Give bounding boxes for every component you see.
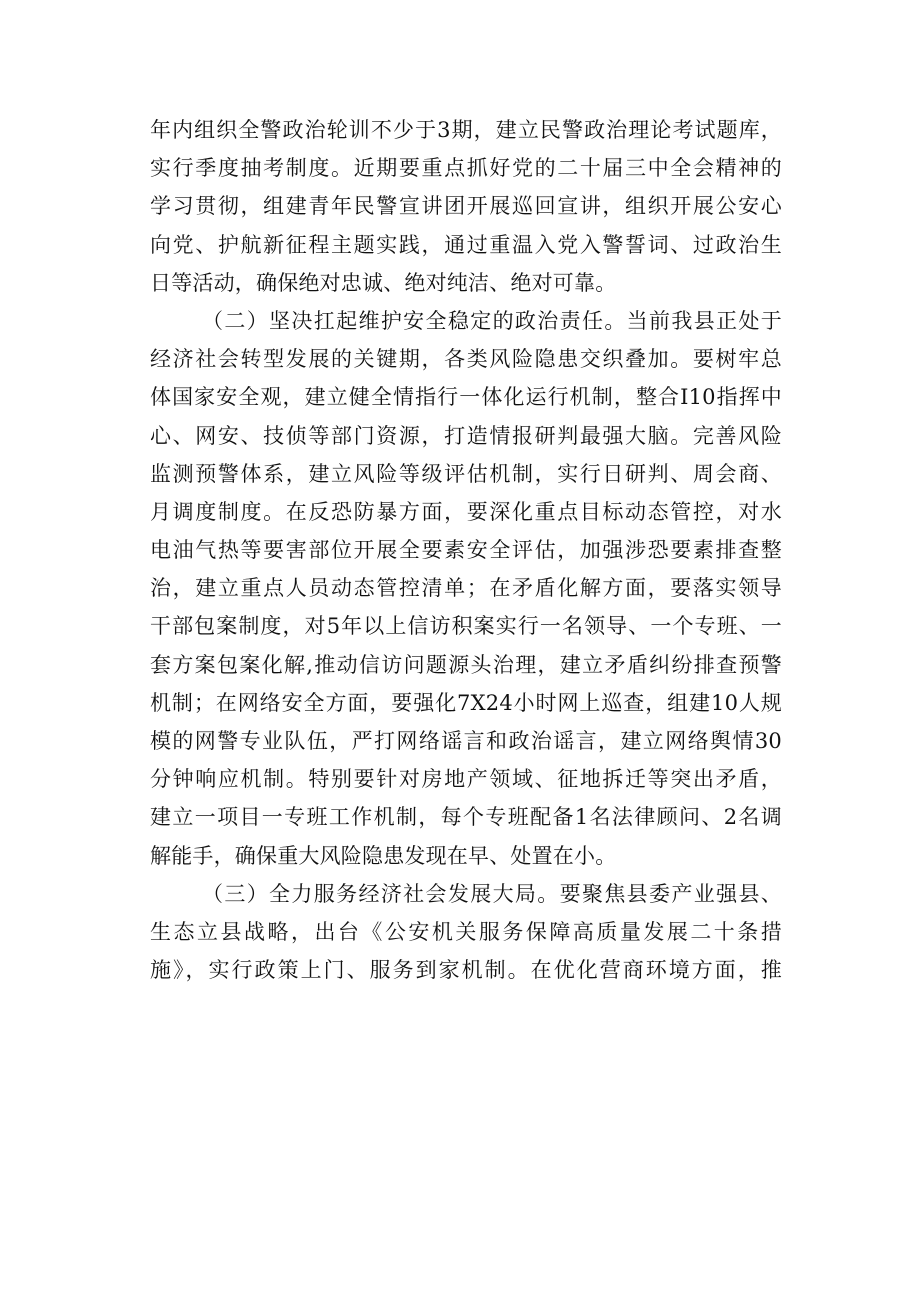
text-line: 体国家安全观，建立健全情指行一体化运行机制，整合I10指挥中 <box>150 385 782 410</box>
text-line: 建立一项目一专班工作机制，每个专班配备1名法律顾问、2名调 <box>150 805 782 830</box>
text-line: 经济社会转型发展的关键期，各类风险隐患交织叠加。要树牢总 <box>150 347 782 372</box>
text-line: 干部包案制度，对5年以上信访积案实行一名领导、一个专班、一 <box>150 614 782 639</box>
text-line: 实行季度抽考制度。近期要重点抓好党的二十届三中全会精神的 <box>150 156 782 181</box>
text-line: 套方案包案化解,推动信访问题源头治理，建立矛盾纠纷排查预警 <box>150 652 782 677</box>
text-line: 学习贯彻，组建青年民警宣讲团开展巡回宣讲，组织开展公安心 <box>150 194 782 219</box>
text-line: 生态立县战略，出台《公安机关服务保障高质量发展二十条措 <box>150 919 782 944</box>
section-heading-line: （二）坚决扛起维护安全稳定的政治责任。当前我县正处于 <box>202 308 782 333</box>
body-text <box>150 111 782 989</box>
text-line: 治，建立重点人员动态管控清单；在矛盾化解方面，要落实领导 <box>150 576 782 601</box>
text-line: 电油气热等要害部位开展全要素安全评估，加强涉恐要素排查整 <box>150 538 782 563</box>
text-line: 心、网安、技侦等部门资源，打造情报研判最强大脑。完善风险 <box>150 423 782 448</box>
text-line: 机制；在网络安全方面，要强化7X24小时网上巡查，组建10人规 <box>150 690 782 715</box>
text-line: 日等活动，确保绝对忠诚、绝对纯洁、绝对可靠。 <box>150 270 617 295</box>
text-line: 向党、护航新征程主题实践，通过重温入党入警誓词、过政治生 <box>150 232 782 257</box>
text-line: 月调度制度。在反恐防暴方面，要深化重点目标动态管控，对水 <box>150 499 782 524</box>
text-line: 解能手，确保重大风险隐患发现在早、处置在小。 <box>150 843 617 868</box>
text-line: 分钟响应机制。特别要针对房地产领域、征地拆迁等突出矛盾， <box>150 767 782 792</box>
text-line: 模的网警专业队伍，严打网络谣言和政治谣言，建立网络舆情30 <box>150 729 782 753</box>
text-line: 年内组织全警政治轮训不少于3期，建立民警政治理论考试题库， <box>150 118 782 142</box>
text-line: 监测预警体系，建立风险等级评估机制，实行日研判、周会商、 <box>150 461 782 486</box>
text-line: 施》，实行政策上门、服务到家机制。在优化营商环境方面，推 <box>150 958 782 983</box>
section-heading-line: （三）全力服务经济社会发展大局。要聚焦县委产业强县、 <box>202 881 782 906</box>
